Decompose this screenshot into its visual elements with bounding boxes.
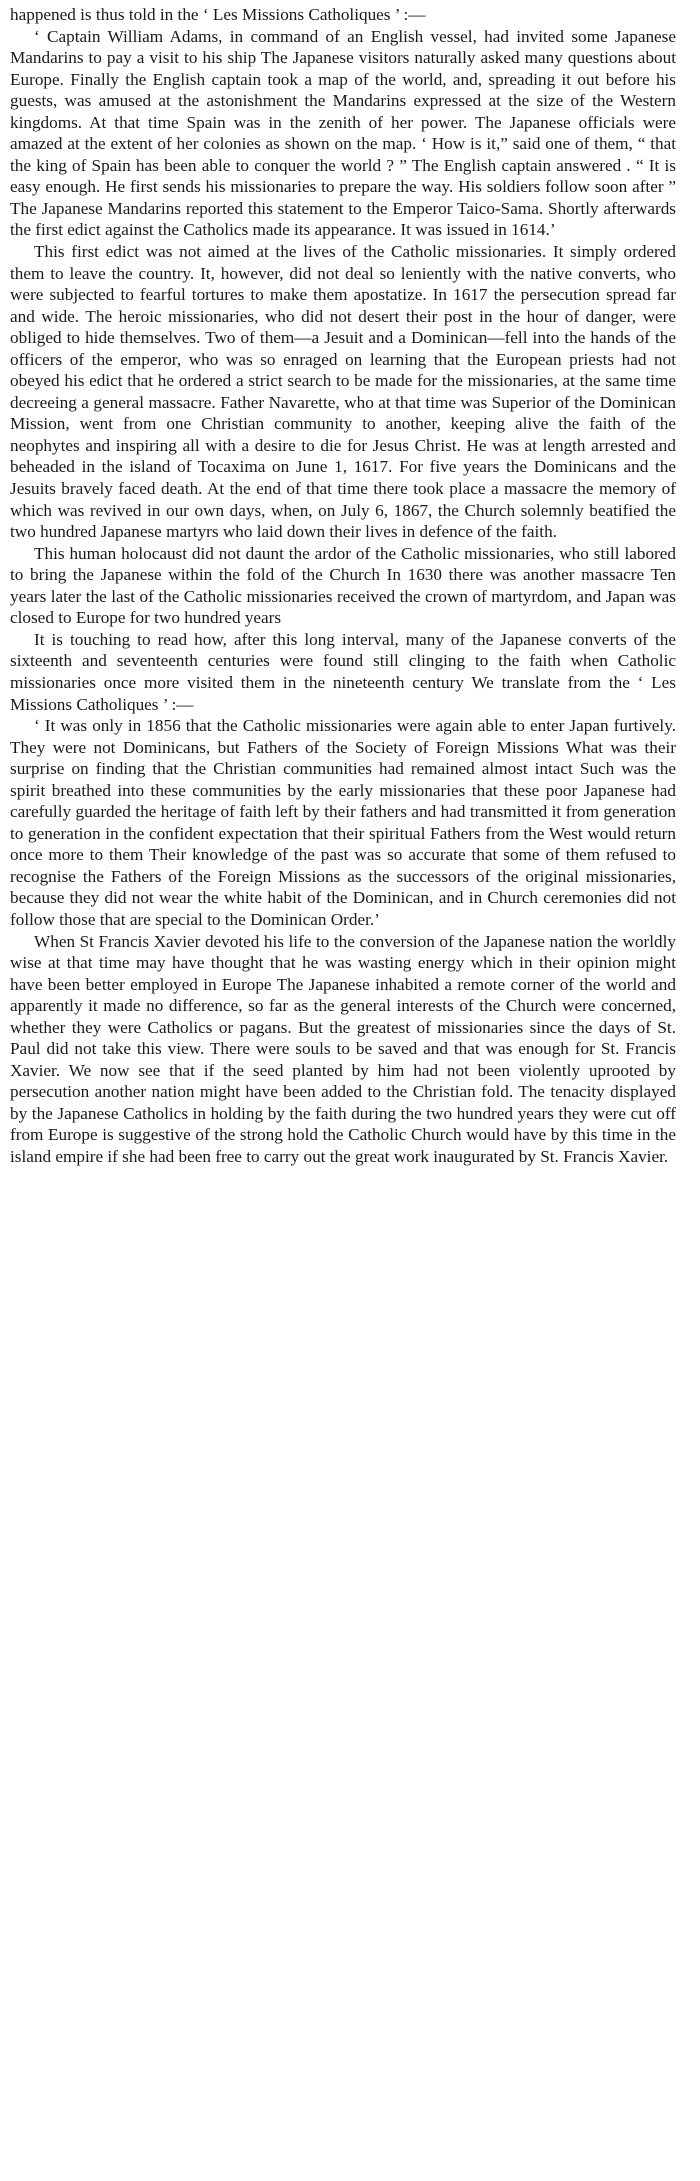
paragraph-lead: happened is thus told in the ‘ Les Missions Catholiques ’ :— bbox=[10, 5, 426, 24]
paragraph-quote-adams: ‘ Captain William Adams, in command of an English vessel, had invited some Japanese Mandarins to pay a visit to his ship The Japanese visitors naturally asked many questions about Europe. Finally the English captain took a map of the world, and, spreading it out before his guests, was amused at the astonishment the Mandarins expressed at the size of the Western kingdoms. At that time Spain was in the zenith of her power. The Japanese officials were amazed at the extent of her colonies as shown on the map. ‘ How is it,” said one of them, “ that the king of Spain has been able to conquer the world ? ” The English captain answered . “ It is easy enough. He first sends his missionaries to prepare the way. His soldiers follow soon after ” The Japanese Mandarins reported this statement to the Emperor Taico-Sama. Shortly afterwards the first edict against the Catholics made its appearance. It was issued in 1614.’ bbox=[10, 26, 676, 240]
paragraph-quote-1856: ‘ It was only in 1856 that the Catholic missionaries were again able to enter Japan furtively. They were not Dominicans, but Fathers of the Society of Foreign Missions What was their surprise on finding that the Christian communities had remained almost intact Such was the spirit breathed into these communities by the early missionaries that these poor Japanese had carefully guarded the heritage of faith left by their fathers and had transmitted it from generation to generation in the confident expectation that their spiritual Fathers from the West would return once more to them Their knowledge of the past was so accurate that some of them refused to recognise the Fathers of the Foreign Missions as the successors of the original missionaries, because they did not wear the white habit of the Dominican, and in Church ceremonies did not follow those that are special to the Dominican Order.’ bbox=[10, 716, 676, 929]
paragraph-xavier: When St Francis Xavier devoted his life to the conversion of the Japanese nation the worldly wise at that time may have thought that he was wasting energy which in their opinion might have been better employed in Europe The Japanese inhabited a remote corner of the world and apparently it made no difference, so far as the general interests of the Church were concerned, whether they were Catholics or pagans. But the greatest of missionaries since the days of St. Paul did not take this view. There were souls to be saved and that was enough for St. Francis Xavier. We now see that if the seed planted by him had not been violently uprooted by persecution another nation might have been added to the Christian fold. The tenacity displayed by the Japanese Catholics in holding by the faith during the two hundred years they were cut off from Europe is suggestive of the strong hold the Catholic Church would have by this time in the island empire if she had been free to carry out the great work inaugurated by St. Francis Xavier. bbox=[10, 931, 676, 1166]
article-column bbox=[10, 4, 676, 1168]
paragraph-touching: It is touching to read how, after this long interval, many of the Japanese converts of the sixteenth and seventeenth centuries were found still clinging to the faith when Catholic missionaries once more visited them in the nineteenth century We translate from the ‘ Les Missions Catholiques ’ :— bbox=[10, 629, 676, 714]
paragraph-holocaust: This human holocaust did not daunt the ardor of the Catholic missionaries, who still labored to bring the Japanese within the fold of the Church In 1630 there was another massacre Ten years later the last of the Catholic missionaries received the crown of martyrdom, and Japan was closed to Europe for two hundred years bbox=[10, 543, 676, 628]
paragraph-first-edict: This first edict was not aimed at the lives of the Catholic missionaries. It simply ordered them to leave the country. It, however, did not deal so leniently with the native converts, who were subjected to fearful tortures to make them apostatize. In 1617 the persecution spread far and wide. The heroic missionaries, who did not desert their post in the hour of danger, were obliged to hide themselves. Two of them—a Jesuit and a Dominican—fell into the hands of the officers of the emperor, who was so enraged on learning that the European priests had not obeyed his edict that he ordered a strict search to be made for the missionaries, at the same time decreeing a general massacre. Father Navarette, who at that time was Superior of the Dominican Mission, went from one Christian community to another, keeping alive the faith of the neophytes and inspiring all with a desire to die for Jesus Christ. He was at length arrested and beheaded in the island of Tocaxima on June 1, 1617. For five years the Dominicans and the Jesuits bravely faced death. At the end of that time there took place a massacre the memory of which was revived in our own days, when, on July 6, 1867, the Church solemnly beatified the two hundred Japanese martyrs who laid down their lives in defence of the faith. bbox=[10, 242, 676, 542]
